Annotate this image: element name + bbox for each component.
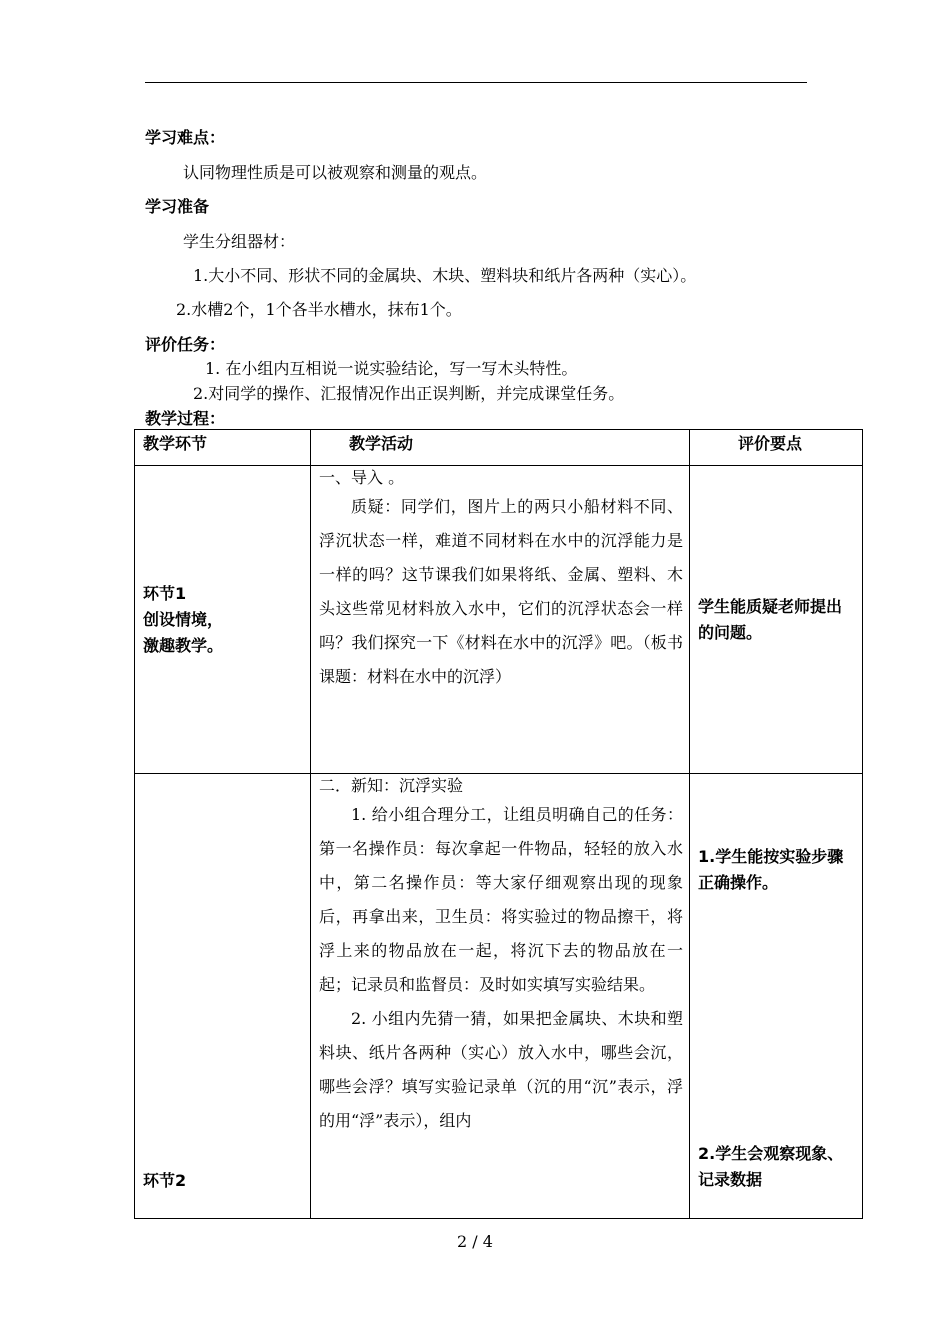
preparation-intro: 学生分组器材： <box>183 232 296 251</box>
difficulty-heading: 学习难点： <box>145 128 226 147</box>
stage-cell-1 <box>135 466 311 774</box>
header-rule <box>145 82 807 83</box>
table-row <box>135 774 863 1219</box>
header-activity: 教学活动 <box>311 430 690 466</box>
activity-2-paragraph-2: 2. 小组内先猜一猜，如果把金属块、木块和塑料块、纸片各两种（实心）放入水中，哪些会沉，哪些会浮？填写实验记录单（沉的用“沉”表示，浮的用“浮”表示），组内 <box>319 1009 683 1130</box>
activity-2-title: 二．新知：沉浮实验 <box>319 776 464 795</box>
activity-cell-1 <box>311 466 690 774</box>
preparation-item-1: 1.大小不同、形状不同的金属块、木块、塑料块和纸片各两种（实心）。 <box>193 266 697 285</box>
teaching-process-table <box>134 429 863 1219</box>
stage-1-label: 环节1 <box>143 583 187 603</box>
stage-2-label: 环节2 <box>143 1171 187 1190</box>
eval-2-item-1: 1.学生能按实验步骤正确操作。 <box>698 847 844 892</box>
eval-2-item-2: 2.学生会观察现象、记录数据 <box>698 1144 844 1189</box>
stage-1-title-a: 创设情境， <box>143 609 224 629</box>
eval-1-text: 学生能质疑老师提出的问题。 <box>698 596 843 642</box>
activity-cell-2 <box>311 774 690 1219</box>
evaluation-item-2: 2.对同学的操作、汇报情况作出正误判断，并完成课堂任务。 <box>193 384 625 403</box>
difficulty-text: 认同物理性质是可以被观察和测量的观点。 <box>183 163 488 182</box>
header-stage: 教学环节 <box>135 430 311 466</box>
evaluation-heading: 评价任务： <box>145 335 226 354</box>
activity-1-text: 质疑：同学们，图片上的两只小船材料不同、浮沉状态一样，难道不同材料在水中的沉浮能力是一样的吗？这节课我们如果将纸、金属、塑料、木头这些常见材料放入水中，它们的沉浮状态会一样吗？我们探究一下《材料在水中的沉浮》吧。（板书课题：材料在水中的沉浮） <box>319 497 683 686</box>
table-header-row <box>135 430 863 466</box>
stage-cell-2 <box>135 774 311 1219</box>
activity-1-title: 一、导入 。 <box>319 468 405 487</box>
eval-cell-2 <box>690 774 863 1219</box>
eval-cell-1 <box>690 466 863 774</box>
page-number: 2 / 4 <box>457 1232 493 1251</box>
process-heading: 教学过程： <box>145 409 226 428</box>
activity-2-paragraph-1: 1. 给小组合理分工，让组员明确自己的任务：第一名操作员：每次拿起一件物品，轻轻的放入水中，第二名操作员：等大家仔细观察出现的现象后，再拿出来，卫生员：将实验过的物品擦干，将浮上来的物品放在一起，将沉下去的物品放在一起；记录员和监督员：及时如实填写实验结果。 <box>319 805 683 994</box>
table-row <box>135 466 863 774</box>
header-evaluation: 评价要点 <box>690 430 863 466</box>
evaluation-item-1: 1. 在小组内互相说一说实验结论，写一写木头特性。 <box>205 359 578 378</box>
preparation-item-2: 2.水槽2个，1个各半水槽水，抹布1个。 <box>176 300 462 319</box>
stage-1-title-b: 激趣教学。 <box>143 635 224 655</box>
preparation-heading: 学习准备 <box>145 197 210 216</box>
